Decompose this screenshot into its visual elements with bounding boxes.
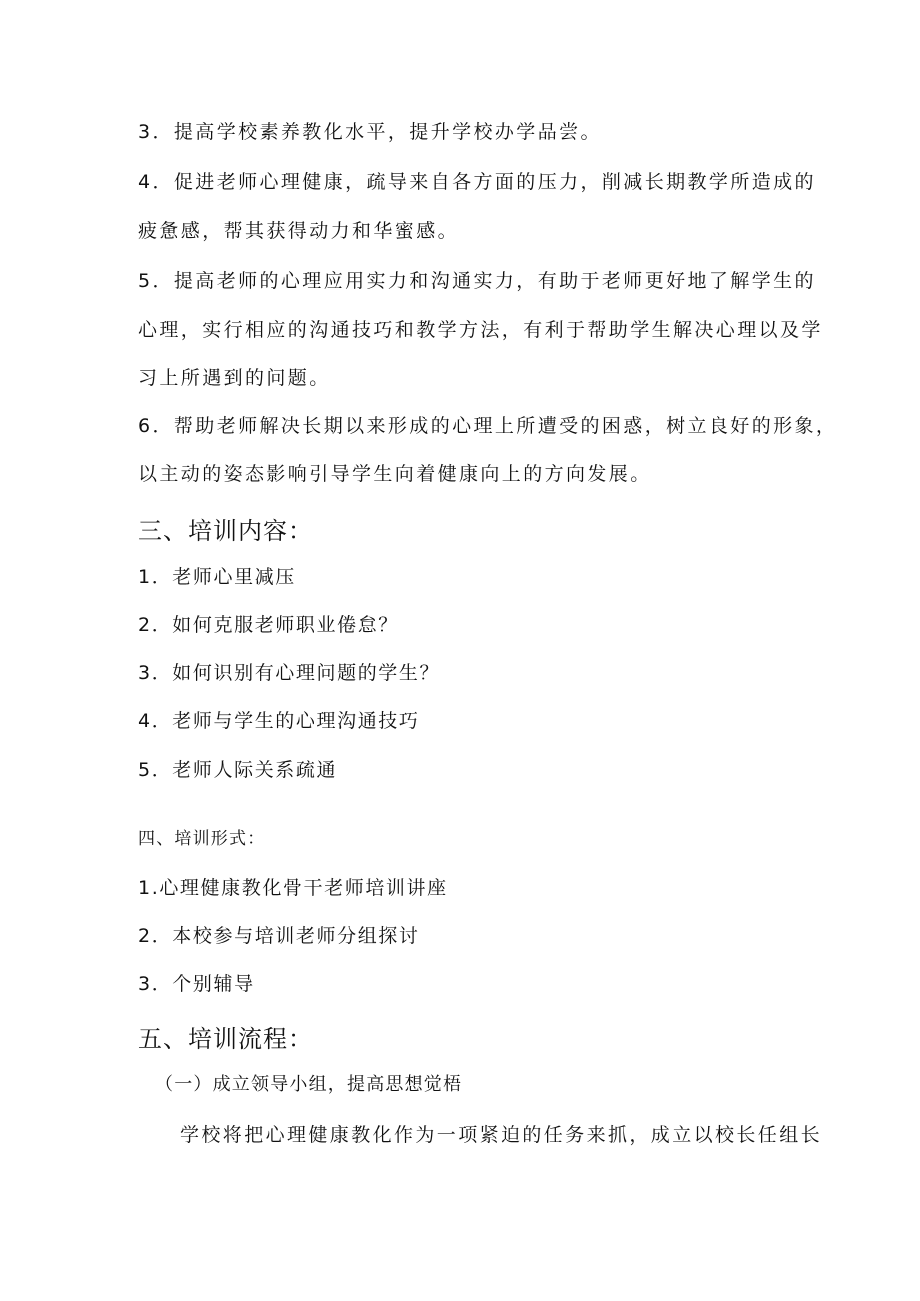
content-item-5: 5．老师人际关系疏通 <box>138 759 338 781</box>
format-item-3: 3．个别辅导 <box>138 973 255 995</box>
section-3-heading: 三、培训内容： <box>138 517 313 545</box>
content-item-4: 4．老师与学生的心理沟通技巧 <box>138 710 420 732</box>
goal-5-line-3: 习上所遇到的问题。 <box>138 367 331 389</box>
goal-4-line-2: 疲惫感，帮其获得动力和华蜜感。 <box>138 220 460 242</box>
section-5-paragraph-line-1: 学校将把心理健康教化作为一项紧迫的任务来抓，成立以校长任组长 <box>180 1124 823 1146</box>
goal-5-line-2: 心理，实行相应的沟通技巧和教学方法，有利于帮助学生解决心理以及学 <box>138 319 823 341</box>
section-4-heading: 四、培训形式： <box>138 829 266 849</box>
goal-6-line-1: 6．帮助老师解决长期以来形成的心理上所遭受的困惑，树立良好的形象， <box>138 415 838 437</box>
goal-4-line-1: 4．促进老师心理健康，疏导来自各方面的压力，削减长期教学所造成的 <box>138 171 816 193</box>
section-5-heading: 五、培训流程： <box>138 1025 313 1053</box>
format-item-1: 1.心理健康教化骨干老师培训讲座 <box>138 877 448 899</box>
content-item-3: 3．如何识别有心理问题的学生？ <box>138 662 441 684</box>
content-item-2: 2．如何克服老师职业倦怠？ <box>138 614 399 636</box>
section-5-subheading: （一）成立领导小组，提高思想觉梧 <box>155 1074 463 1095</box>
goal-6-line-2: 以主动的姿态影响引导学生向着健康向上的方向发展。 <box>138 463 652 485</box>
goal-3: 3．提高学校素养教化水平，提升学校办学品尝。 <box>138 121 602 143</box>
goal-5-line-1: 5．提高老师的心理应用实力和沟通实力，有助于老师更好地了解学生的 <box>138 270 816 292</box>
format-item-2: 2．本校参与培训老师分组探讨 <box>138 925 420 947</box>
content-item-1: 1．老师心里减压 <box>138 566 296 588</box>
